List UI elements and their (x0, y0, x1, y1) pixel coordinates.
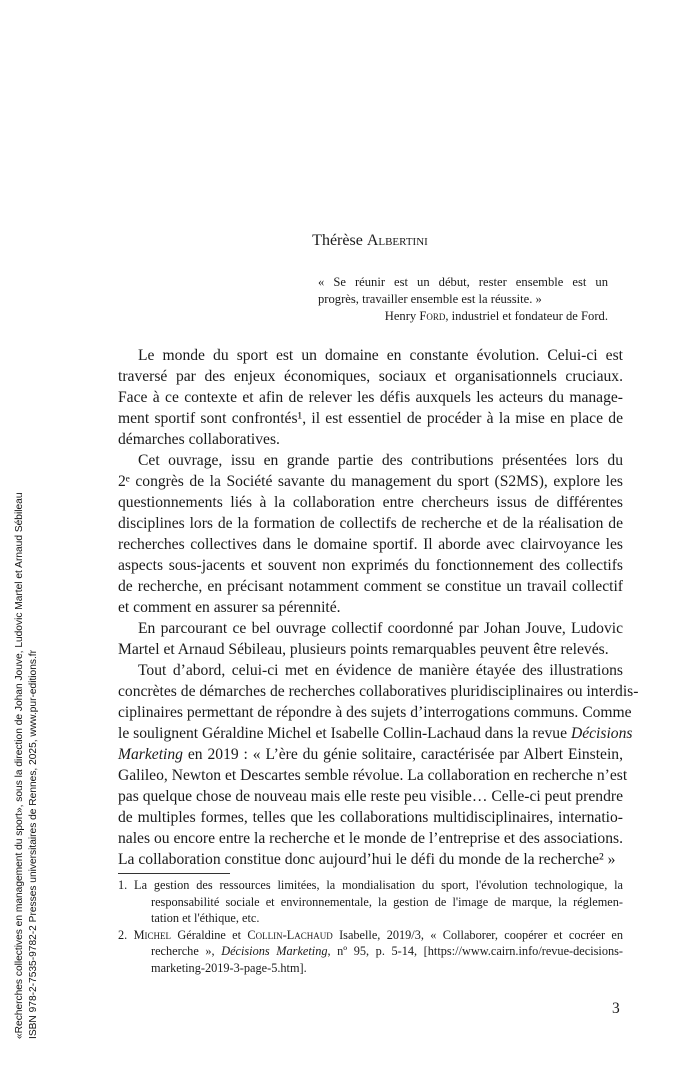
text-run: ment sportif sont confrontés¹, il est essentiel de procéder à la mise en place de (118, 410, 623, 427)
text-line (118, 786, 623, 807)
author-last-name: Albertini (366, 232, 428, 249)
text-run: et comment en assurer sa pérennité. (118, 599, 341, 616)
text-run: recherche », (151, 944, 222, 958)
paragraph (118, 660, 639, 870)
text-line (118, 618, 623, 639)
text-line (118, 471, 623, 492)
text-run: Cet ouvrage, issu en grande partie des contributions présentées lors du (138, 452, 623, 469)
text-line (118, 366, 623, 387)
footnotes (118, 877, 623, 976)
italic-text: Décisions Marketing (221, 944, 328, 958)
body-text (118, 345, 639, 870)
text-run: Henry (384, 309, 420, 323)
text-run: Martel et Arnaud Sébileau, plusieurs points remarquables peuvent être relevés. (118, 641, 609, 658)
text-line (118, 894, 623, 911)
text-line (118, 534, 623, 555)
text-run: Le monde du sport est un domaine en constante évolution. Celui-ci est (138, 347, 623, 364)
text-line (118, 765, 628, 786)
text-line (118, 910, 623, 927)
text-line (118, 555, 623, 576)
epigraph-line: progrès, travailler ensemble est la réussite. » (318, 292, 542, 306)
text-line (118, 639, 623, 660)
text-run: responsabilité sociale et environnementale, la gestion de l'image de marque, la réglemen- (151, 894, 623, 909)
chapter-author (0, 232, 700, 250)
footnote-separator (118, 873, 230, 874)
epigraph-line: « Se réunir est un début, rester ensemble est un (318, 275, 608, 289)
text-line (118, 450, 623, 471)
text-line (118, 429, 623, 450)
text-run: En parcourant ce bel ouvrage collectif coordonné par Johan Jouve, Ludovic (138, 620, 623, 637)
text-line (118, 345, 623, 366)
text-run: concrètes de démarches de recherches collaboratives pluridisciplinaires ou interdis- (118, 683, 639, 700)
text-line (118, 408, 623, 429)
text-run: traversé par des enjeux économiques, sociaux et organisationnels cruciaux. (118, 368, 623, 385)
text-run: aspects sous-jacents et souvent non exprimés du fonctionnement des collectifs (118, 557, 623, 574)
text-run: disciplines lors de la formation de collectifs de recherche et de la réalisation de (118, 515, 623, 532)
text-run: La collaboration constitue donc aujourd’hui le défi du monde de la recherche² » (118, 851, 616, 868)
small-caps-name: Collin-Lachaud (247, 927, 333, 942)
text-line (118, 576, 623, 597)
paragraph (118, 345, 623, 450)
epigraph (318, 274, 608, 325)
text-run: Isabelle, 2019/3, « Collaborer, coopérer et cocréer en (332, 927, 623, 942)
text-run: ciplinaires permettant de répondre à des sujets d’interrogations communs. Comme (118, 704, 632, 721)
paragraph (118, 618, 623, 660)
side-notice-line: «Recherches collectives en management du sport», sous la direction de Johan Jouve, Ludovic Martel et Arnaud Sébileau (14, 492, 25, 1039)
text-line (118, 927, 623, 944)
italic-text: Décisions (570, 725, 633, 742)
italic-text: Marketing (118, 746, 183, 763)
text-line (118, 849, 623, 870)
text-line (118, 597, 623, 618)
paragraph (118, 450, 623, 618)
text-run: de recherche, en précisant notamment comment se constitue un travail collectif (118, 578, 623, 595)
footnote (118, 877, 623, 927)
text-run: démarches collaboratives. (118, 431, 280, 448)
side-notice-line: ISBN 978-2-7535-9782-2 Presses universitaires de Rennes, 2025, www.pur-editions.fr (28, 649, 39, 1039)
text-run: 2. (118, 927, 134, 942)
author-first-name: Thérèse (312, 232, 363, 249)
text-run: marketing-2019-3-page-5.htm]. (151, 960, 307, 975)
text-line (118, 723, 633, 744)
text-line (118, 681, 639, 702)
text-run: Tout d’abord, celui-ci met en évidence de manière étayée des illustrations (138, 662, 623, 679)
text-run: en 2019 : « L’ère du génie solitaire, caractérisée par Albert Einstein, (182, 746, 623, 763)
text-run: pas quelque chose de nouveau mais elle reste peu visible… Celle-ci peut prendre (118, 788, 623, 805)
text-run: nales ou encore entre la recherche et le monde de l’entreprise et des associations. (118, 830, 623, 847)
text-run: Géraldine et (171, 927, 248, 942)
text-line (118, 702, 632, 723)
text-run: recherches collectives dans le domaine sportif. Il aborde avec clairvoyance les (118, 536, 623, 553)
footnote (118, 927, 623, 977)
text-line (118, 660, 623, 681)
text-run: , nº 95, p. 5-14, [https://www.cairn.info/revue-decisions- (327, 944, 623, 958)
text-run: le soulignent Géraldine Michel et Isabelle Collin-Lachaud dans la revue (118, 725, 571, 742)
text-line (118, 960, 623, 977)
text-run: Galileo, Newton et Descartes semble révolue. La collaboration en recherche n’est (118, 767, 628, 784)
text-run: 2ᵉ congrès de la Société savante du management du sport (S2MS), explore les (118, 473, 623, 490)
text-line (118, 513, 623, 534)
text-line (118, 807, 623, 828)
text-line (118, 943, 623, 960)
text-run: de multiples formes, telles que les collaborations multidisciplinaires, internatio- (118, 809, 623, 826)
text-line (118, 877, 623, 894)
small-caps-name: Ford (419, 309, 446, 323)
copyright-side-notice (13, 419, 41, 1039)
text-run: 1. La gestion des ressources limitées, la mondialisation du sport, l'évolution technologique, la (118, 878, 623, 892)
text-run: , industriel et fondateur de Ford. (445, 309, 608, 323)
text-line (118, 492, 623, 513)
text-line (118, 828, 623, 849)
text-run: tation et l'éthique, etc. (151, 911, 260, 925)
small-caps-name: Michel (133, 927, 172, 942)
text-run: questionnements liés à la collaboration entre chercheurs issus de différentes (118, 494, 623, 511)
text-run: Face à ce contexte et afin de relever les défis auxquels les acteurs du manage- (118, 389, 623, 406)
text-line (118, 744, 623, 765)
epigraph-attribution (318, 308, 608, 325)
page-number: 3 (612, 1000, 620, 1017)
text-line (118, 387, 623, 408)
